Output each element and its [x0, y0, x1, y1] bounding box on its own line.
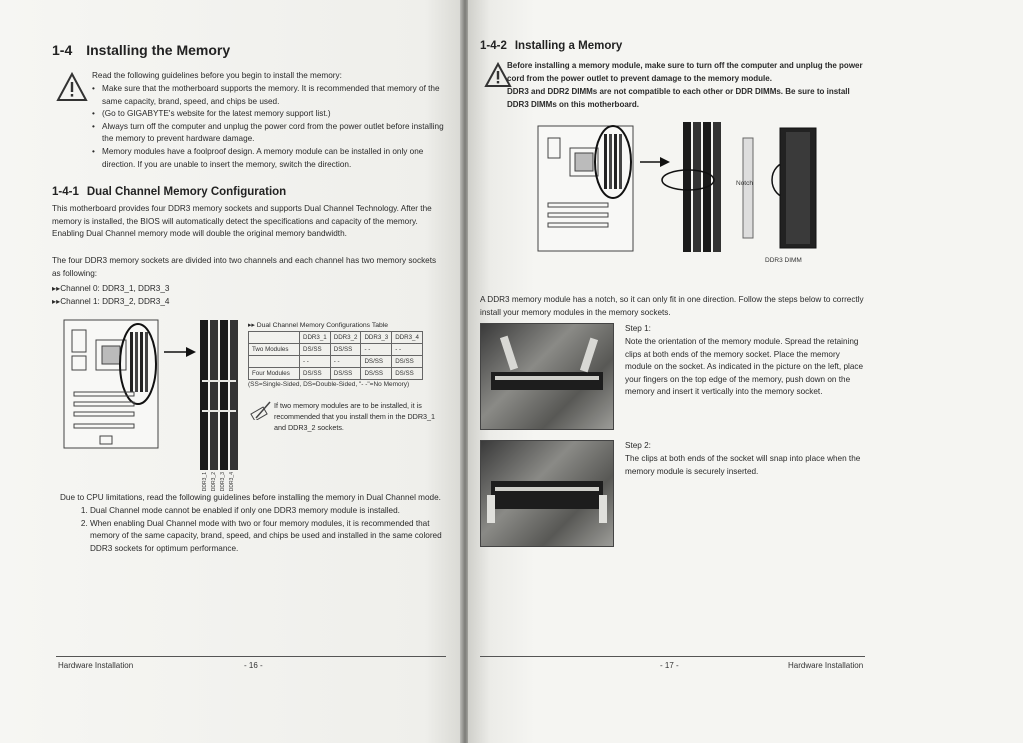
table-header: DDR3_4 [392, 332, 423, 344]
slot-label: DDR3_2 [211, 472, 217, 492]
section-heading [480, 40, 622, 52]
subsection-title: Dual Channel Memory Configuration [86, 186, 287, 198]
cpu-guidelines [60, 505, 445, 555]
channel-paragraph: The four DDR3 memory sockets are divided into two channels and each channel has two memory sockets as following: [52, 256, 437, 278]
section-number: 1-4-2 [480, 40, 507, 52]
footer-divider [480, 656, 865, 657]
guideline-item: • Memory modules have a foolproof design. A memory module can be installed in only one direction. If you are unable to insert the memory, switch the direction. [92, 146, 444, 171]
dual-channel-paragraph: This motherboard provides four DDR3 memory sockets and supports Dual Channel Technology. After the memory is installed, the BIOS will automatically detect the specifications and capacity of the memory. Enabling Dual Channel memory mode will double the original memory bandwidth. [52, 204, 432, 239]
channel-1: ▸▸Channel 1: DDR3_2, DDR3_4 [52, 297, 170, 306]
table-header: DDR3_3 [361, 332, 392, 344]
footer-section: Hardware Installation [58, 661, 134, 670]
subsection-heading [52, 186, 286, 198]
step2-text: The clips at both ends of the socket will snap into place when the memory module is securely inserted. [625, 454, 861, 476]
dimm-orientation-diagram [518, 118, 868, 268]
warning-icon [56, 72, 88, 102]
step2-title: Step 2: [625, 441, 651, 450]
section-title: Installing the Memory [86, 42, 231, 58]
config-table [248, 331, 423, 380]
table-header: DDR3_2 [330, 332, 361, 344]
step1-text: Note the orientation of the memory module. Spread the retaining clips at both ends of the memory socket. Place the memory module on the socket. As indicated in the picture on the left, place your fingers on the top edge of the memory, push down on the memory and insert it vertically into the memory socket. [625, 337, 864, 397]
channel-0: ▸▸Channel 0: DDR3_1, DDR3_3 [52, 284, 170, 293]
config-table-title: ▸▸ Dual Channel Memory Configurations Table [248, 322, 389, 329]
subsection-number: 1-4-1 [52, 186, 79, 198]
table-header-row [249, 332, 423, 344]
section-number: 1-4 [52, 42, 73, 58]
step1-title: Step 1: [625, 324, 651, 333]
step2-photo [480, 440, 614, 547]
table-cell: - - [361, 344, 392, 356]
warning-text-1: Before installing a memory module, make sure to turn off the computer and unplug the power cord from the power outlet to prevent damage to the memory module. [507, 61, 863, 83]
table-cell: Four Modules [249, 368, 300, 380]
table-cell: DS/SS [330, 368, 361, 380]
guideline-item: • Always turn off the computer and unplug the power cord from the power outlet before installing the memory to prevent hardware damage. [92, 121, 444, 146]
table-header [249, 332, 300, 344]
table-cell: - - [300, 356, 331, 368]
table-cell: Two Modules [249, 344, 300, 356]
numbered-item: 1. Dual Channel mode cannot be enabled if only one DDR3 memory module is installed. [90, 505, 445, 518]
cpu-note: Due to CPU limitations, read the following guidelines before installing the memory in Dual Channel mode. [60, 493, 441, 502]
step1-photo [480, 323, 614, 430]
guideline-item-note: • (Go to GIGABYTE's website for the latest memory support list.) [92, 108, 444, 121]
numbered-item: 2. When enabling Dual Channel mode with two or four memory modules, it is recommended that memory of the same capacity, brand, speed, and chips be used and installed in the same colored DDR3 sockets for optimum performance. [90, 518, 445, 556]
table-cell: - - [330, 356, 361, 368]
footer-section: Hardware Installation [788, 661, 864, 670]
table-row [249, 344, 423, 356]
table-cell: DS/SS [392, 356, 423, 368]
table-cell: DS/SS [361, 356, 392, 368]
table-cell: DS/SS [300, 344, 331, 356]
page-number: - 16 - [244, 661, 263, 670]
intro-text: Read the following guidelines before you begin to install the memory: [92, 71, 342, 80]
page-number: - 17 - [660, 661, 679, 670]
table-cell: DS/SS [300, 368, 331, 380]
memory-slots-diagram [200, 320, 240, 490]
slot-label: DDR3_4 [229, 472, 235, 492]
page-16 [0, 0, 462, 743]
tip-pencil-icon [250, 398, 272, 420]
section-heading [52, 42, 230, 58]
warning-text-2: DDR3 and DDR2 DIMMs are not compatible to each other or DDR DIMMs. Be sure to install DDR3 DIMMs on this motherboard. [507, 87, 850, 109]
guideline-list [92, 83, 444, 171]
notch-label: Notch [736, 180, 753, 187]
table-row [249, 356, 423, 368]
guideline-item: • Make sure that the motherboard supports the memory. It is recommended that memory of the same capacity, brand, speed, and chips be used. [92, 83, 444, 108]
page-17 [468, 0, 1023, 743]
dimm-label: DDR3 DIMM [765, 257, 802, 264]
footer-divider [56, 656, 446, 657]
notch-paragraph: A DDR3 memory module has a notch, so it can only fit in one direction. Follow the steps below to correctly install your memory modules in the memory sockets. [480, 295, 864, 317]
table-cell: - - [392, 344, 423, 356]
table-cell: DS/SS [330, 344, 361, 356]
table-cell: DS/SS [392, 368, 423, 380]
table-note: (SS=Single-Sided, DS=Double-Sided, "- -"=No Memory) [248, 381, 410, 388]
table-row [249, 368, 423, 380]
slot-label: DDR3_3 [220, 472, 226, 492]
table-cell [249, 356, 300, 368]
table-header: DDR3_1 [300, 332, 331, 344]
table-cell: DS/SS [361, 368, 392, 380]
section-title: Installing a Memory [514, 40, 623, 52]
slot-label: DDR3_1 [202, 472, 208, 492]
tip-text: If two memory modules are to be installed, it is recommended that you install them in the DDR3_1 and DDR3_2 sockets. [274, 401, 436, 432]
